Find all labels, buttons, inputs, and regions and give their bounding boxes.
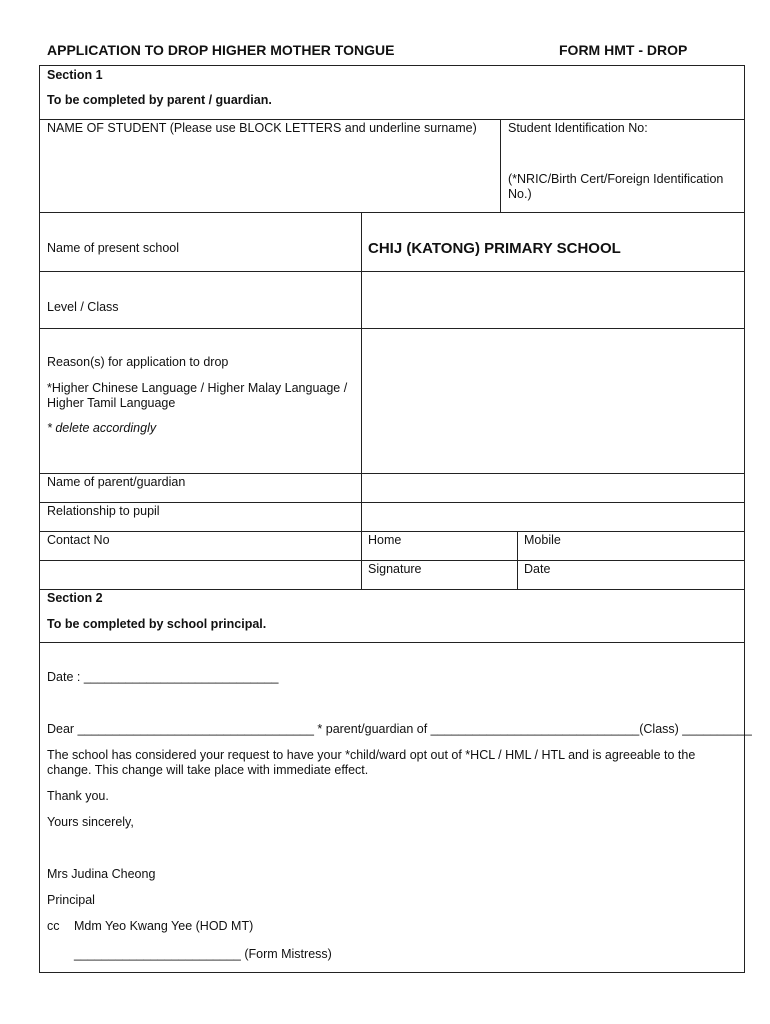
date-label: Date <box>524 562 551 576</box>
relationship-label: Relationship to pupil <box>47 504 160 518</box>
thanks-text: Thank you. <box>47 789 109 803</box>
divider <box>500 120 501 213</box>
cc-hod: Mdm Yeo Kwang Yee (HOD MT) <box>74 919 254 933</box>
form-title: APPLICATION TO DROP HIGHER MOTHER TONGUE <box>47 42 395 58</box>
student-id-note: (*NRIC/Birth Cert/Foreign Identification No.) <box>508 172 724 201</box>
section2-heading: Section 2 <box>47 591 103 605</box>
contact-label: Contact No <box>47 533 110 547</box>
mobile-phone-field[interactable] <box>522 548 740 558</box>
principal-name: Mrs Judina Cheong <box>47 867 156 881</box>
reason-field[interactable] <box>366 333 740 469</box>
student-name-field[interactable] <box>44 138 494 208</box>
student-id-label: Student Identification No: <box>508 121 648 135</box>
form-code: FORM HMT - DROP <box>559 42 688 58</box>
mobile-label: Mobile <box>524 533 561 547</box>
reason-note: * delete accordingly <box>47 421 157 435</box>
application-form <box>39 65 752 973</box>
relationship-field[interactable] <box>366 506 740 528</box>
section1-instruction: To be completed by parent / guardian. <box>47 93 272 107</box>
section1-heading: Section 1 <box>47 68 103 82</box>
parent-name-label: Name of parent/guardian <box>47 475 186 489</box>
approval-message: The school has considered your request to have your *child/ward opt out of *HCL / HML / HTL and is agreeable to the change. This change will take place with immediate effect. <box>47 748 696 777</box>
closing-text: Yours sincerely, <box>47 815 134 829</box>
signature-label: Signature <box>368 562 422 576</box>
home-label: Home <box>368 533 402 547</box>
student-id-field[interactable] <box>504 138 740 168</box>
level-field[interactable] <box>366 276 740 324</box>
reason-options: *Higher Chinese Language / Higher Malay Language / Higher Tamil Language <box>47 381 348 410</box>
section2-instruction: To be completed by school principal. <box>47 617 267 631</box>
school-value: CHIJ (KATONG) PRIMARY SCHOOL <box>368 240 621 257</box>
principal-date-line: Date : ____________________________ <box>47 670 279 684</box>
parent-name-field[interactable] <box>366 477 740 499</box>
cc-label: cc <box>47 919 60 933</box>
reason-label: Reason(s) for application to drop <box>47 355 229 369</box>
student-name-label: NAME OF STUDENT (Please use BLOCK LETTERS and underline surname) <box>47 121 477 135</box>
dear-line: Dear __________________________________ * parent/guardian of ______________________________(Class) __________ <box>47 722 752 736</box>
cc-form-mistress: ________________________ (Form Mistress) <box>74 947 332 961</box>
principal-title: Principal <box>47 893 95 907</box>
school-label: Name of present school <box>47 241 180 255</box>
signature-field[interactable] <box>366 577 514 587</box>
level-label: Level / Class <box>47 300 119 314</box>
date-field[interactable] <box>522 577 740 587</box>
home-phone-field[interactable] <box>366 548 514 558</box>
